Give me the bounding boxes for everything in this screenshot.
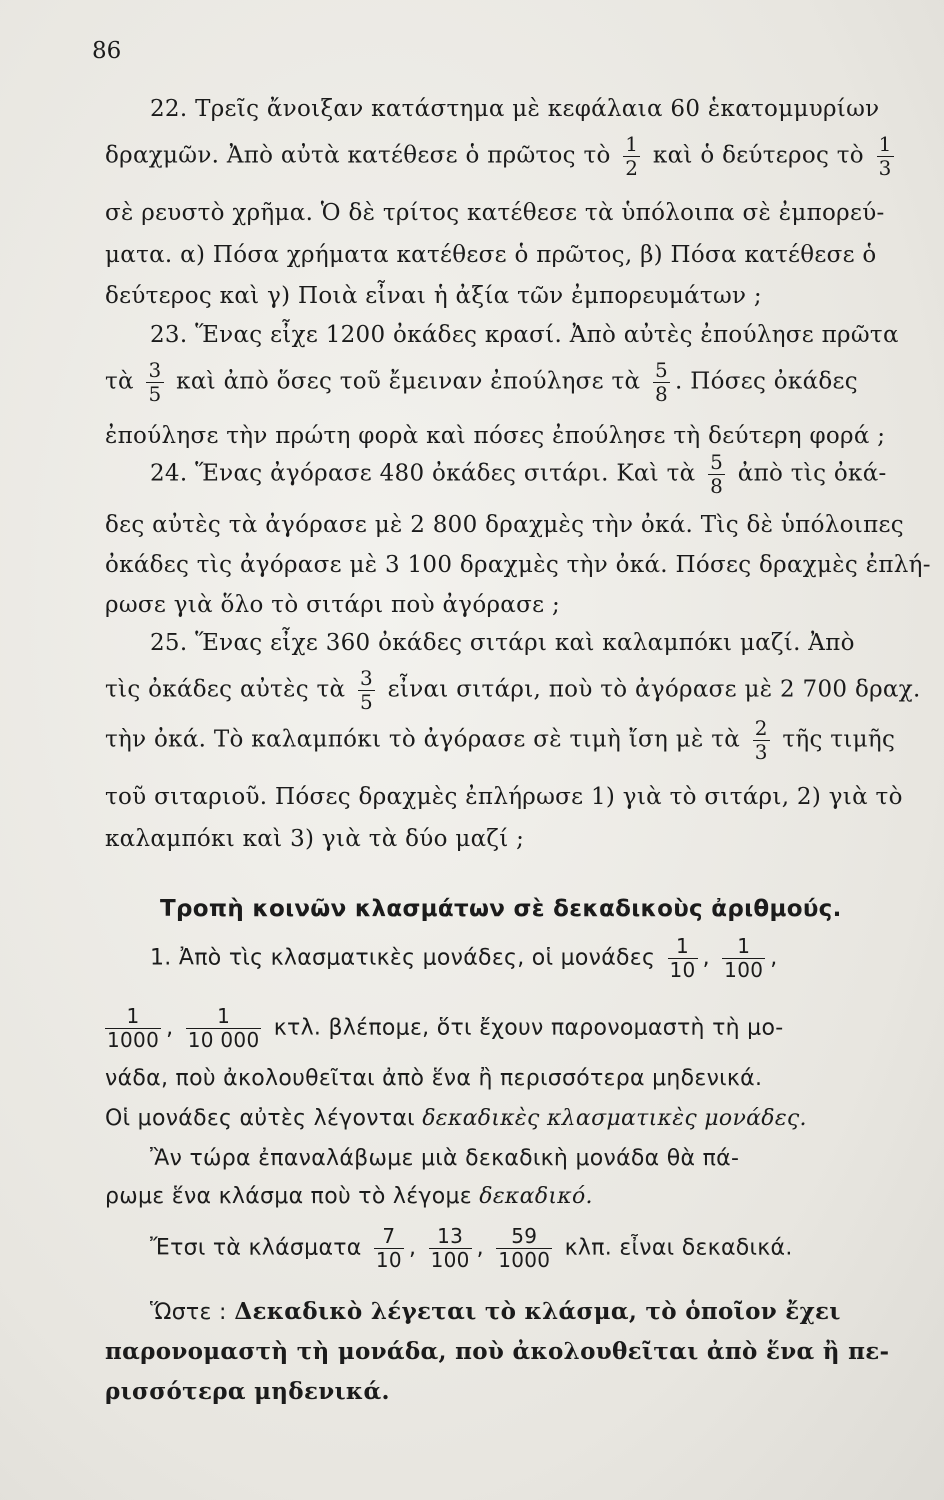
problem-25-line-2 [105, 668, 921, 713]
problem-22-line-1: 22. Τρεῖς ἄνοιξαν κατάστημα μὲ κεφάλαια 60 ἑκατομμυρίων [150, 96, 880, 122]
fraction: $\frac{3}{5}$ [360, 666, 374, 714]
section-1-line-7: Ἔτσι τὰ κλάσματα $\frac{7}{10}$ , $\frac{13}{100}$ , $\frac{59}{1000}$ κλπ. εἶναι δεκαδικά. [150, 1224, 793, 1272]
problem-25-line-4: τοῦ σιταριοῦ. Πόσες δραχμὲς ἐπλήρωσε 1) γιὰ τὸ σιτάρι, 2) γιὰ τὸ [105, 784, 903, 810]
problem-25-text: τῆς τιμῆς [782, 726, 896, 753]
section-1-line-1: 1. Ἀπὸ τὶς κλασματικὲς μονάδες, οἱ μονάδες $\frac{1}{10}$ , $\frac{1}{100}$ , [150, 934, 778, 982]
definition-text: Δεκαδικὸ λέγεται τὸ κλάσμα, τὸ ὁποῖον ἔχει [234, 1298, 841, 1325]
section-1-emphasis: δεκαδικό. [479, 1184, 593, 1209]
problem-22-line-5: δεύτερος καὶ γ) Ποιὰ εἶναι ἡ ἀξία τῶν ἐμπορευμάτων ; [105, 283, 762, 309]
problem-25-text: τὴν ὀκά. Τὸ καλαμπόκι τὸ ἀγόρασε σὲ τιμὴ ἴση μὲ τὰ [105, 726, 741, 753]
problem-24-text: 24. Ἕνας ἀγόρασε 480 ὀκάδες σιτάρι. Καὶ τὰ [150, 460, 696, 487]
problem-22-line-2 [105, 134, 899, 179]
definition-line-3: ρισσότερα μηδενικά. [105, 1378, 390, 1405]
fraction: $\frac{1}{100}$ [724, 934, 764, 982]
fraction: $\frac{1}{10}$ [669, 934, 696, 982]
section-1-text: Οἱ μονάδες αὐτὲς λέγονται [105, 1106, 415, 1131]
problem-25-line-3 [105, 718, 895, 763]
problem-22-text: δραχμῶν. Ἀπὸ αὐτὰ κατέθεσε ὁ πρῶτος τὸ [105, 142, 611, 169]
problem-22-line-4: ματα. α) Πόσα χρήματα κατέθεσε ὁ πρῶτος, β) Πόσα κατέθεσε ὁ [105, 242, 877, 268]
fraction: $\frac{59}{1000}$ [498, 1224, 551, 1272]
problem-24-line-4: ρωσε γιὰ ὅλο τὸ σιτάρι ποὺ ἀγόρασε ; [105, 592, 561, 618]
problem-25-line-1: 25. Ἕνας εἶχε 360 ὀκάδες σιτάρι καὶ καλαμπόκι μαζί. Ἀπὸ [150, 630, 855, 656]
fraction: $\frac{5}{8}$ [710, 450, 724, 498]
problem-25-text: εἶναι σιτάρι, ποὺ τὸ ἀγόρασε μὲ 2 700 δραχ. [387, 676, 921, 703]
problem-22-line-3: σὲ ρευστὸ χρῆμα. Ὁ δὲ τρίτος κατέθεσε τὰ ὑπόλοιπα σὲ ἐμπορεύ- [105, 200, 885, 226]
section-1-line-2: $\frac{1}{1000}$ , $\frac{1}{10 000}$ κτλ. βλέπομε, ὅτι ἔχουν παρονομαστὴ τὴ μο- [107, 1004, 784, 1052]
fraction: $\frac{1}{3}$ [878, 132, 892, 180]
definition-line-2: παρονομαστὴ τὴ μονάδα, ποὺ ἀκολουθεῖται ἀπὸ ἕνα ἢ πε- [105, 1338, 890, 1365]
section-1-text: 1. Ἀπὸ τὶς κλασματικὲς μονάδες, οἱ μονάδες [150, 945, 656, 971]
problem-23-line-1: 23. Ἕνας εἶχε 1200 ὀκάδες κρασί. Ἀπὸ αὐτὲς ἐπούλησε πρῶτα [150, 322, 899, 348]
section-1-line-5: Ἂν τώρα ἐπαναλάβωμε μιὰ δεκαδικὴ μονάδα θὰ πά- [150, 1146, 740, 1171]
problem-23-text: καὶ ἀπὸ ὅσες τοῦ ἔμειναν ἐπούλησε τὰ [176, 368, 641, 395]
fraction: $\frac{1}{1000}$ [107, 1004, 160, 1052]
problem-23-line-2 [105, 360, 858, 405]
problem-25-text: τὶς ὀκάδες αὐτὲς τὰ [105, 676, 346, 703]
section-1-text: κτλ. βλέπομε, ὅτι ἔχουν παρονομαστὴ τὴ μο- [273, 1015, 784, 1041]
problem-24-line-3: ὀκάδες τὶς ἀγόρασε μὲ 3 100 δραχμὲς τὴν ὀκά. Πόσες δραχμὲς ἐπλή- [105, 552, 931, 578]
problem-24-line-2: δες αὐτὲς τὰ ἀγόρασε μὲ 2 800 δραχμὲς τὴν ὀκά. Τὶς δὲ ὑπόλοιπες [105, 512, 904, 538]
section-1-line-3: νάδα, ποὺ ἀκολουθεῖται ἀπὸ ἕνα ἢ περισσότερα μηδενικά. [105, 1066, 763, 1091]
problem-22-text: καὶ ὁ δεύτερος τὸ [652, 142, 864, 169]
problem-24-line-1 [150, 452, 887, 497]
section-1-line-4 [105, 1106, 807, 1131]
section-1-emphasis: δεκαδικὲς κλασματικὲς μονάδες. [422, 1106, 807, 1131]
section-1-text: Ὥστε : [150, 1300, 227, 1325]
fraction: $\frac{7}{10}$ [375, 1224, 402, 1272]
problem-23-text: . Πόσες ὀκάδες [675, 368, 858, 395]
fraction: $\frac{5}{8}$ [654, 358, 669, 406]
fraction: $\frac{3}{5}$ [148, 358, 162, 406]
fraction: $\frac{1}{10 000}$ [187, 1004, 260, 1052]
section-1-text: ρωμε ἕνα κλάσμα ποὺ τὸ λέγομε [105, 1184, 472, 1209]
fraction: $\frac{1}{2}$ [625, 132, 639, 180]
section-1-line-6 [105, 1184, 593, 1209]
fraction: $\frac{2}{3}$ [754, 716, 768, 764]
page-number: 86 [92, 38, 122, 64]
section-1-text: κλπ. εἶναι δεκαδικά. [564, 1235, 793, 1261]
section-1-line-8 [150, 1298, 841, 1325]
section-1-text: Ἔτσι τὰ κλάσματα [150, 1235, 362, 1261]
problem-25-line-5: καλαμπόκι καὶ 3) γιὰ τὰ δύο μαζί ; [105, 826, 525, 852]
problem-24-text: ἀπὸ τὶς ὀκά- [737, 460, 887, 487]
fraction: $\frac{13}{100}$ [430, 1224, 470, 1272]
section-heading: Τροπὴ κοινῶν κλασμάτων σὲ δεκαδικοὺς ἀριθμούς. [160, 896, 842, 922]
problem-23-text: τὰ [105, 368, 134, 395]
problem-23-line-3: ἐπούλησε τὴν πρώτη φορὰ καὶ πόσες ἐπούλησε τὴ δεύτερη φορά ; [105, 423, 886, 449]
